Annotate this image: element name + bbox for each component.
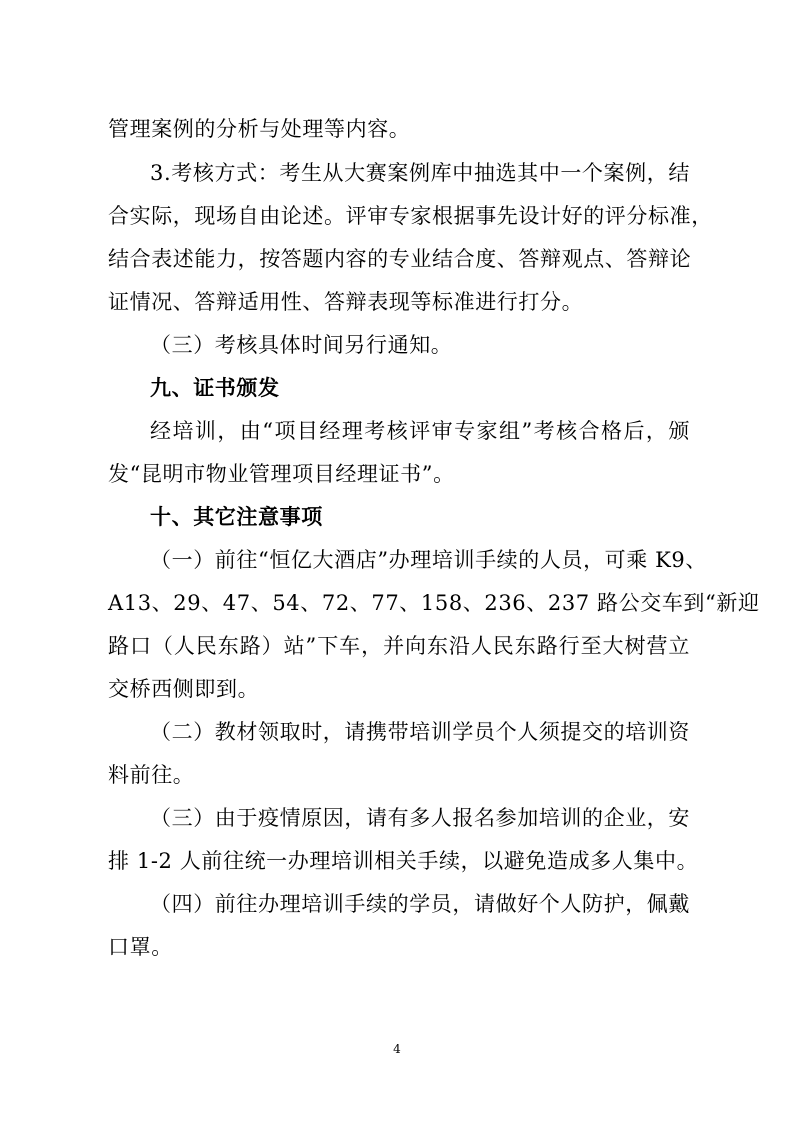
paragraph-line-8: 经培训，由“项目经理考核评审专家组”考核合格后，颁	[150, 419, 690, 443]
page-number: 4	[393, 1042, 401, 1056]
paragraph-line-6: （三）考核具体时间另行通知。	[150, 333, 453, 357]
paragraph-line-20: 口罩。	[108, 935, 173, 959]
paragraph-line-18: 排 1-2 人前往统一办理培训相关手续，以避免造成多人集中。	[108, 849, 699, 873]
paragraph-line-15: （二）教材领取时，请携带培训学员个人须提交的培训资	[150, 720, 690, 744]
paragraph-line-19: （四）前往办理培训手续的学员，请做好个人防护，佩戴	[150, 892, 690, 916]
paragraph-line-16: 料前往。	[108, 763, 195, 787]
section-heading-certificate: 九、证书颁发	[150, 376, 280, 400]
paragraph-line-5: 证情况、答辩适用性、答辩表现等标准进行打分。	[108, 290, 584, 314]
paragraph-line-9: 发“昆明市物业管理项目经理证书”。	[108, 462, 455, 486]
paragraph-line-13: 路口（人民东路）站”下车，并向东沿人民东路行至大树营立	[108, 634, 690, 658]
paragraph-line-2: 3.考核方式：考生从大赛案例库中抽选其中一个案例，结	[150, 161, 690, 185]
paragraph-line-1: 管理案例的分析与处理等内容。	[108, 117, 411, 141]
paragraph-line-12: A13、29、47、54、72、77、158、236、237 路公交车到“新迎	[108, 591, 760, 615]
paragraph-line-3: 合实际，现场自由论述。评审专家根据事先设计好的评分标准，	[108, 204, 713, 228]
paragraph-line-4: 结合表述能力，按答题内容的专业结合度、答辩观点、答辩论	[108, 247, 692, 271]
paragraph-line-17: （三）由于疫情原因，请有多人报名参加培训的企业，安	[150, 806, 690, 830]
paragraph-line-14: 交桥西侧即到。	[108, 677, 260, 701]
paragraph-line-11: （一）前往“恒亿大酒店”办理培训手续的人员，可乘 K9、	[150, 548, 707, 572]
section-heading-notes: 十、其它注意事项	[150, 505, 323, 529]
